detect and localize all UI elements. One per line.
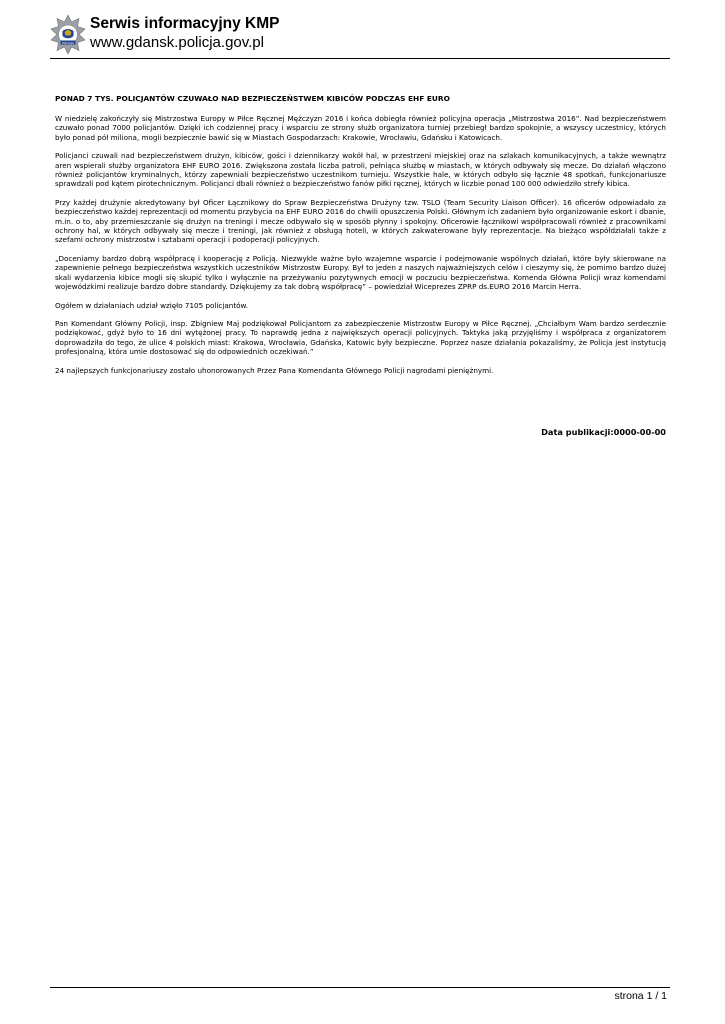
article-paragraph: 24 najlepszych funkcjonariuszy zostało uhonorowanych Przez Pana Komendanta Głównego Policji nagrodami pieniężnymi. bbox=[55, 365, 494, 375]
article-body bbox=[55, 94, 666, 384]
page-number: strona 1 / 1 bbox=[614, 990, 667, 1002]
site-title: Serwis informacyjny KMP bbox=[90, 15, 280, 32]
article-paragraph: Pan Komendant Główny Policji, insp. Zbigniew Maj podziękował Policjantom za zabezpieczenie Mistrzostw Europy w Piłce Ręcznej. „Chciałbym Wam bardzo serdecznie podziękować, gdyż było to 16 dni wytężonej pracy. To naprawdę jedna z największych operacji policyjnych. Taktyka jaką przyjęliśmy i współpraca z organizatorem doprowadziła do tego, że ulice 4 polskich miast: Krakowa, Wrocławia, Gdańska, Katowic były bezpieczne. Poprzez nasze działania pokazaliśmy, że Policja jest instytucją profesjonalną, która umie dostosować się do odpowiednich oczekiwań.” bbox=[55, 318, 666, 357]
logo-lettering: POLICJA bbox=[62, 40, 74, 45]
header-divider bbox=[50, 58, 670, 59]
site-url[interactable]: www.gdansk.policja.gov.pl bbox=[90, 34, 264, 51]
police-star-logo-icon bbox=[50, 14, 86, 54]
footer-divider bbox=[50, 987, 670, 988]
page-header bbox=[50, 12, 670, 58]
article-paragraph: W niedzielę zakończyły się Mistrzostwa Europy w Piłce Ręcznej Mężczyzn 2016 i końca dobiegła również policyjna operacja „Mistrzostwa 2016”. Nad bezpieczeństwem czuwało ponad 7000 policjantów. Dzięki ich codziennej pracy i wsparciu ze strony służb organizatora turniej przebiegł bardzo spokojnie, a wszyscy uczestnicy, których było ponad pół miliona, mogli bezpiecznie bawić się w Miastach Gospodarzach: Krakowie, Wrocławiu, Gdańsku i Katowicach. bbox=[55, 114, 666, 142]
article-paragraph: Policjanci czuwali nad bezpieczeństwem drużyn, kibiców, gości i dziennikarzy wokół hal, w przestrzeni miejskiej oraz na szlakach komunikacyjnych, a także wewnątrz aren wspierali służby organizatora EHF EURO 2016. Zwiększona została liczba patroli, pełniąca służbę w miastach, w których odbywały się mecze. Do działań włączono również policjantów kryminalnych, którzy zapewniali bezpieczeństwo uczestnikom turnieju. Wszystkie hale, w których odbyło się łącznie 48 spotkań, funkcjonariusze sprawdzali pod kątem pirotechnicznym. Policjanci dbali również o bezpieczeństwo fanów piłki ręcznej, których w liczbie ponad 100 000 odwiedziło strefy kibica. bbox=[55, 151, 666, 189]
article-paragraph: Ogółem w działaniach udział wzięło 7105 policjantów. bbox=[55, 300, 249, 310]
article-paragraph: „Doceniamy bardzo dobrą współpracę i kooperację z Policją. Niezwykle ważne było wzajemne wsparcie i podejmowanie wspólnych działań, które były skierowane na zapewnienie pełnego bezpieczeństwa wszystkich uczestników Mistrzostw Europy. Był to jeden z naszych najważniejszych celów i cieszymy się, że pomimo bardzo dużej skali wydarzenia kibice mogli się skupić tylko i wyłącznie na przeżywaniu pozytywnych emocji w poczuciu bezpieczeństwa. Komenda Główna Policji wraz komendami wojewódzkimi realizuje bardzo dobre standardy. Dziękujemy za tak dobrą współpracę” – powiedział Wiceprezes ZPRP ds.EURO 2016 Marcin Herra. bbox=[55, 253, 666, 292]
article-paragraph: Przy każdej drużynie akredytowany był Oficer Łącznikowy do Spraw Bezpieczeństwa Drużyny tzw. TSLO (Team Security Liaison Officer). 16 oficerów odpowiadało za bezpieczeństwo każdej reprezentacji od momentu przybycia na EHF EURO 2016 do chwili opuszczenia Polski. Głównym ich zadaniem było organizowanie eskort i dbanie, m.in. o to, aby przemieszczanie się drużyn na treningi i mecze odbywało się w sposób płynny i spokojny. Oficerowie łącznikowi współpracowali również z pracownikami ochrony hal, w których odbywały się mecze i treningi, jak również z obsługą hoteli, w których zakwaterowane były reprezentacje. Na bieżąco współdziałali także z szefami ochrony mistrzostw i sztabami operacji i podoperacji policyjnych. bbox=[55, 197, 666, 245]
publication-date: Data publikacji:0000-00-00 bbox=[541, 427, 666, 437]
article-title: PONAD 7 TYS. POLICJANTÓW CZUWAŁO NAD BEZPIECZEŃSTWEM KIBICÓW PODCZAS EHF EURO bbox=[55, 94, 450, 103]
